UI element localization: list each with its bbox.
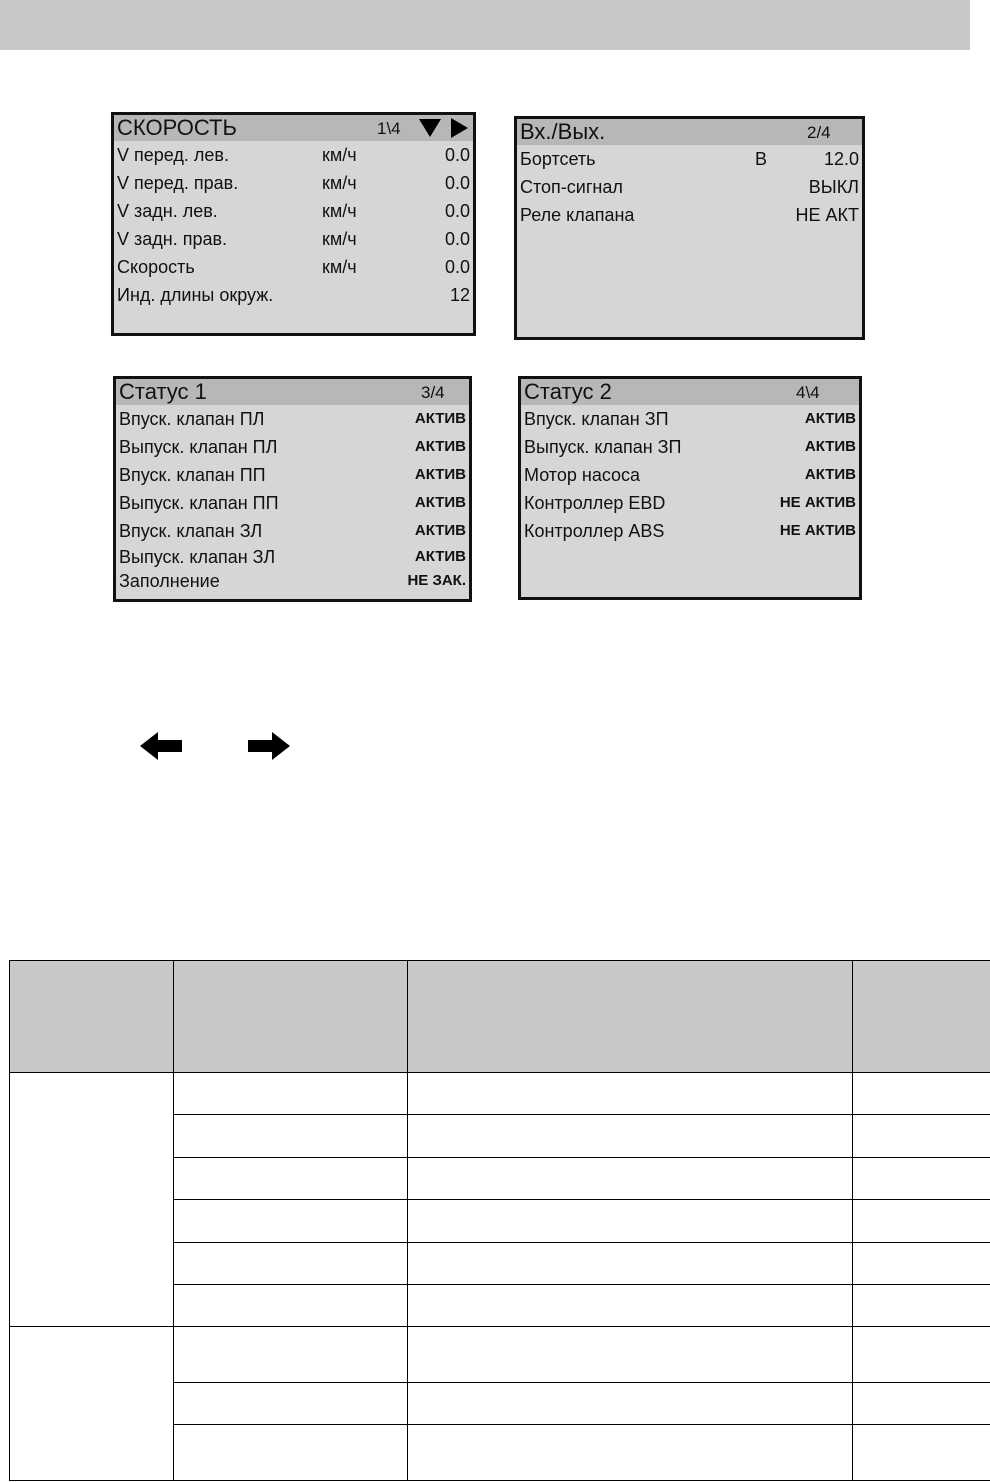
table-group-cell [10, 1073, 174, 1327]
table-cell [174, 1200, 408, 1243]
row-label: Выпуск. клапан ПП [119, 493, 279, 513]
lcd-row [116, 461, 469, 489]
table-cell [853, 1383, 990, 1425]
row-label: Впуск. клапан ЗП [524, 409, 669, 429]
lcd-row [517, 201, 862, 229]
table-cell [408, 1425, 853, 1481]
table-cell [853, 1158, 990, 1200]
lcd-row [521, 489, 859, 517]
table-cell [853, 1073, 990, 1115]
row-value: АКТИВ [414, 466, 466, 483]
lcd-row [114, 169, 473, 197]
row-label: Выпуск. клапан ПЛ [119, 437, 278, 457]
row-unit: км/ч [322, 173, 357, 193]
row-value: 0.0 [444, 201, 470, 221]
arrow-right-icon [248, 732, 290, 760]
lcd-header [114, 115, 473, 141]
page-indicator: 4\4 [796, 383, 820, 402]
row-label: V перед. лев. [117, 145, 229, 165]
table-cell [174, 1115, 408, 1158]
row-value: АКТИВ [804, 466, 856, 483]
screen-title: Вх./Вых. [520, 119, 606, 144]
table-cell [853, 1243, 990, 1285]
row-label: Скорость [117, 257, 195, 277]
table-cell [174, 1425, 408, 1481]
row-label: Впуск. клапан ПЛ [119, 409, 265, 429]
table-cell [408, 1285, 853, 1327]
table-cell [853, 1425, 990, 1481]
lcd-screen-speed [111, 112, 476, 336]
row-label: Впуск. клапан ПП [119, 465, 266, 485]
table-cell [408, 1383, 853, 1425]
lcd-row [114, 197, 473, 225]
lcd-row [116, 545, 469, 569]
table-header-cell [853, 961, 990, 1073]
row-unit: В [755, 149, 768, 169]
row-label: Выпуск. клапан ЗЛ [119, 547, 276, 567]
table-cell [174, 1158, 408, 1200]
lcd-row [517, 173, 862, 201]
row-unit: км/ч [322, 145, 357, 165]
table-group-cell [10, 1327, 174, 1481]
table-cell [853, 1200, 990, 1243]
row-value: АКТИВ [414, 410, 466, 427]
table-row [10, 1327, 990, 1383]
screen-title: Статус 2 [524, 379, 612, 404]
row-value: АКТИВ [414, 494, 466, 511]
table-cell [174, 1327, 408, 1383]
lcd-screen-status-2 [518, 376, 862, 600]
row-label: Реле клапана [520, 205, 635, 225]
row-value: 12.0 [823, 149, 859, 169]
row-value: АКТИВ [414, 438, 466, 455]
table-header-cell [10, 961, 174, 1073]
page-indicator: 3/4 [421, 383, 445, 402]
lcd-screen-status-1 [113, 376, 472, 602]
row-value: АКТИВ [414, 522, 466, 539]
lcd-row [114, 141, 473, 169]
lcd-row [114, 253, 473, 281]
lcd-header [517, 119, 862, 145]
screen-title: СКОРОСТЬ [117, 115, 237, 140]
row-label: V задн. прав. [117, 229, 228, 249]
row-label: Контроллер EBD [524, 493, 666, 513]
row-value: АКТИВ [804, 410, 856, 427]
table-cell [174, 1243, 408, 1285]
row-label: V перед. прав. [117, 173, 239, 193]
lcd-header [521, 379, 859, 405]
row-label: Выпуск. клапан ЗП [524, 437, 682, 457]
table-cell [408, 1158, 853, 1200]
lcd-row [114, 225, 473, 253]
row-value: 0.0 [444, 145, 470, 165]
lcd-row [114, 281, 473, 309]
lcd-row [116, 569, 469, 593]
table-cell [853, 1115, 990, 1158]
triangle-right-icon [451, 118, 468, 138]
row-value: НЕ АКТИВ [779, 494, 856, 511]
row-label: Инд. длины окруж. [117, 285, 274, 305]
row-value: НЕ ЗАК. [407, 572, 466, 589]
lcd-row [521, 461, 859, 489]
parameters-table [9, 960, 990, 1481]
row-label: Стоп-сигнал [520, 177, 623, 197]
table-row [10, 1073, 990, 1115]
screen-title: Статус 1 [119, 379, 207, 404]
table-cell [853, 1285, 990, 1327]
arrow-left-icon [140, 732, 182, 760]
row-label: Бортсеть [520, 149, 596, 169]
row-value: 0.0 [444, 173, 470, 193]
lcd-row [517, 145, 862, 173]
row-value: 12 [449, 285, 470, 305]
table-cell [174, 1073, 408, 1115]
table-cell [408, 1073, 853, 1115]
row-unit: км/ч [322, 257, 357, 277]
row-value: ВЫКЛ [808, 177, 859, 197]
lcd-row [521, 433, 859, 461]
table-cell [853, 1327, 990, 1383]
lcd-header [116, 379, 469, 405]
row-value: НЕ АКТИВ [779, 522, 856, 539]
table-header-row [10, 961, 990, 1073]
row-unit: км/ч [322, 201, 357, 221]
table-header-cell [408, 961, 853, 1073]
lcd-row [116, 405, 469, 433]
page-indicator: 1\4 [377, 119, 401, 138]
row-value: 0.0 [444, 229, 470, 249]
top-gray-bar [0, 0, 970, 50]
triangle-down-icon [419, 119, 441, 137]
lcd-row [521, 405, 859, 433]
row-value: 0.0 [444, 257, 470, 277]
lcd-row [116, 517, 469, 545]
row-value: АКТИВ [804, 438, 856, 455]
row-unit: км/ч [322, 229, 357, 249]
row-label: Впуск. клапан ЗЛ [119, 521, 263, 541]
table-cell [174, 1285, 408, 1327]
table-cell [408, 1200, 853, 1243]
row-label: Контроллер ABS [524, 521, 665, 541]
lcd-row [116, 433, 469, 461]
row-value: НЕ АКТ [795, 205, 859, 225]
table-cell [408, 1243, 853, 1285]
row-value: АКТИВ [414, 548, 466, 565]
page-indicator: 2/4 [807, 123, 831, 142]
table-cell [174, 1383, 408, 1425]
table-header-cell [174, 961, 408, 1073]
lcd-screen-io [514, 116, 865, 340]
row-label: Мотор насоса [524, 465, 641, 485]
table-cell [408, 1115, 853, 1158]
lcd-row [521, 517, 859, 545]
lcd-row [116, 489, 469, 517]
table-cell [408, 1327, 853, 1383]
row-label: Заполнение [119, 571, 220, 591]
row-label: V задн. лев. [117, 201, 218, 221]
